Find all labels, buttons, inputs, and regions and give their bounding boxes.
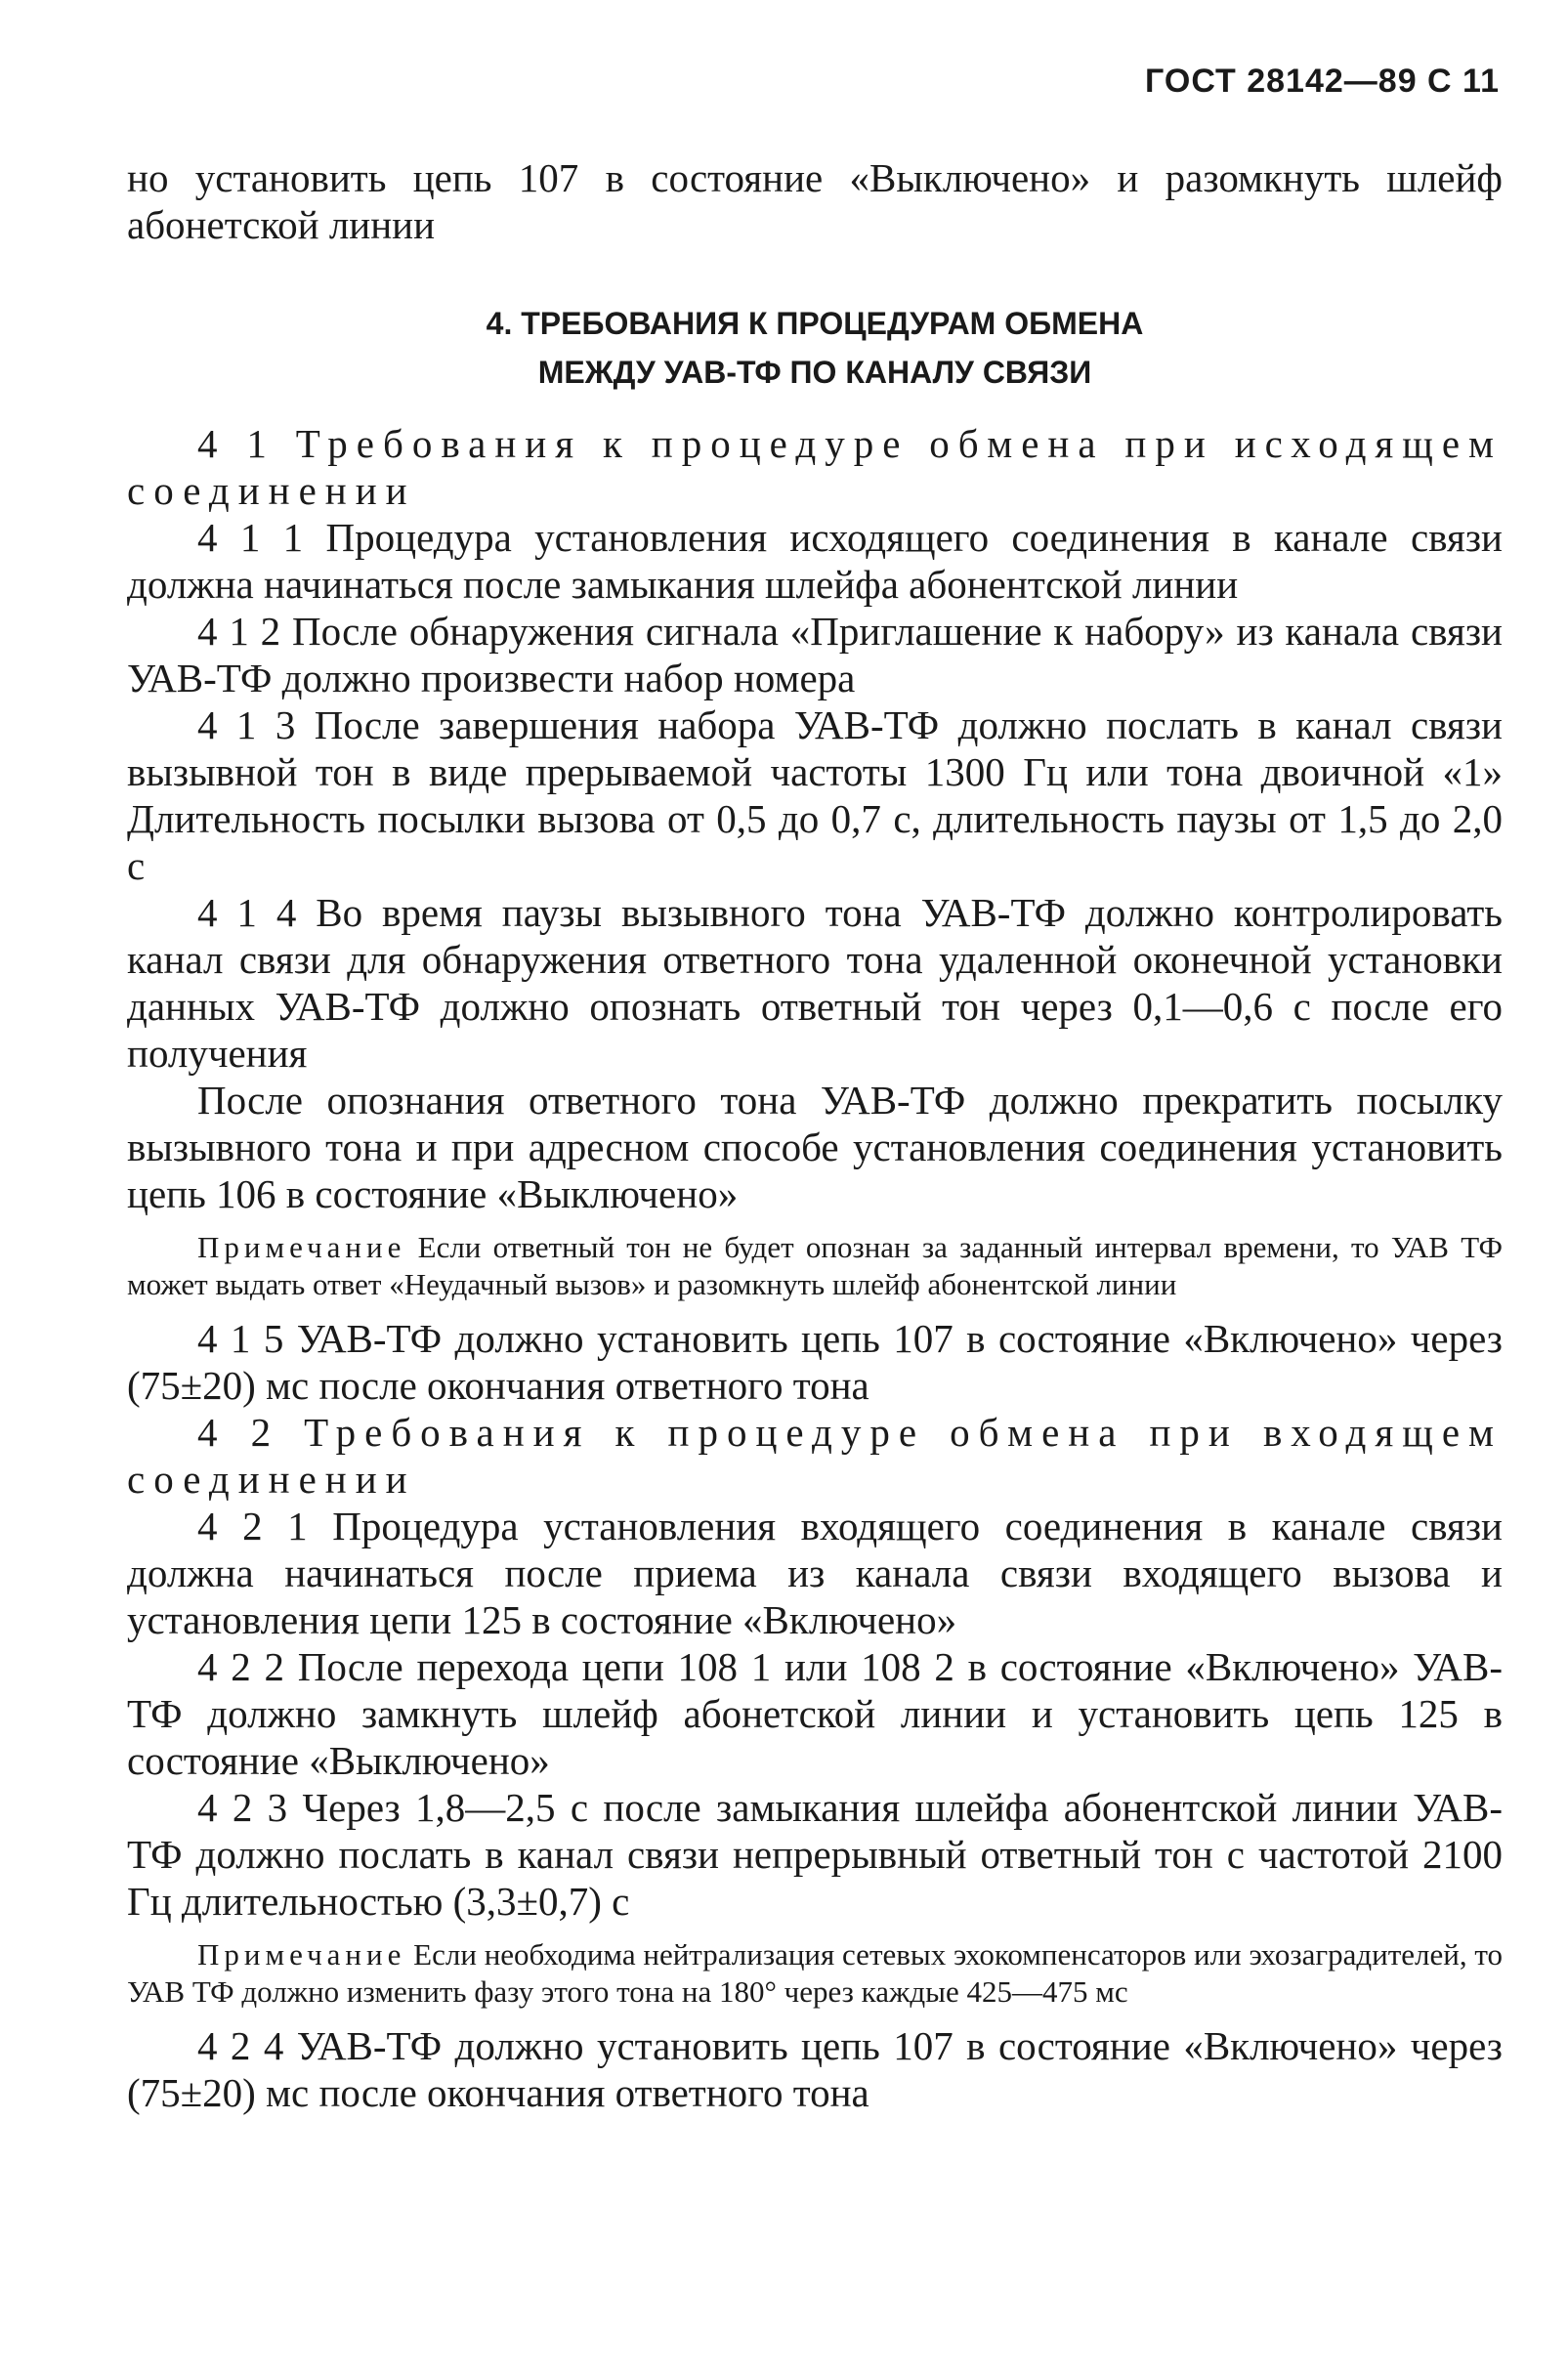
clause-4-1-5: 4 1 5 УАВ-ТФ должно установить цепь 107 в состояние «Включено» через (75±20) мс после окончания ответного тона xyxy=(127,1316,1503,1408)
clause-4-2-1: 4 2 1 Процедура установления входящего соединения в канале связи должна начинаться после приема из канала связи входящего вызова и установления цепи 125 в состояние «Включено» xyxy=(127,1504,1503,1642)
section-title-line-2: МЕЖДУ УАВ-ТФ ПО КАНАЛУ СВЯЗИ xyxy=(537,355,1092,390)
clause-4-2-3: 4 2 3 Через 1,8—2,5 с после замыкания шлейфа абонентской линии УАВ-ТФ должно послать в канал связи непрерывный ответный тон с частотой 2100 Гц длительностью (3,3±0,7) с xyxy=(127,1785,1503,1924)
section-title xyxy=(127,299,1503,397)
clause-4-1-2: 4 1 2 После обнаружения сигнала «Приглашение к набору» из канала связи УАВ-ТФ должно произвести набор номера xyxy=(127,609,1503,700)
clause-4-2: 4 2 Требования к процедуре обмена при входящем соединении xyxy=(127,1410,1503,1502)
note-1 xyxy=(127,1229,1503,1303)
section-title-line-1: 4. ТРЕБОВАНИЯ К ПРОЦЕДУРАМ ОБМЕНА xyxy=(486,306,1144,341)
clause-4-2-4: 4 2 4 УАВ-ТФ должно установить цепь 107 в состояние «Включено» через (75±20) мс после окончания ответного тона xyxy=(127,2023,1503,2115)
note-2 xyxy=(127,1936,1503,2011)
note-1-label: Примечание xyxy=(197,1230,406,1264)
note-1-text: Если ответный тон не будет опознан за заданный интервал времени, то УАВ ТФ может выдать ответ «Неудачный вызов» и разомкнуть шлейф абонентской линии xyxy=(127,1230,1503,1301)
clause-4-1-3: 4 1 3 После завершения набора УАВ-ТФ должно послать в канал связи вызывной тон в виде прерываемой частоты 1300 Гц или тона двоичной «1» Длительность посылки вызова от 0,5 до 0,7 с, длительность паузы от 1,5 до 2,0 с xyxy=(127,702,1503,888)
page-body xyxy=(127,154,1503,2116)
clause-4-1-4: 4 1 4 Во время паузы вызывного тона УАВ-ТФ должно контролировать канал связи для обнаружения ответного тона удаленной оконечной установки данных УАВ-ТФ должно опознать ответный тон через 0,1—0,6 с после его получения xyxy=(127,890,1503,1076)
paragraph-continuation: но установить цепь 107 в состояние «Выключено» и разомкнуть шлейф абонетской линии xyxy=(127,155,1503,247)
clause-4-1: 4 1 Требования к процедуре обмена при исходящем соединении xyxy=(127,421,1503,513)
note-2-label: Примечание xyxy=(197,1937,406,1972)
running-header: ГОСТ 28142—89 С 11 xyxy=(1145,63,1500,100)
clause-4-1-1: 4 1 1 Процедура установления исходящего соединения в канале связи должна начинаться после замыкания шлейфа абонентской линии xyxy=(127,515,1503,607)
note-2-text: Если необходима нейтрализация сетевых эхокомпенсаторов или эхозаградителей, то УАВ ТФ должно изменить фазу этого тона на 180° через каждые 425—475 мс xyxy=(127,1937,1503,2009)
clause-4-1-4-continued: После опознания ответного тона УАВ-ТФ должно прекратить посылку вызывного тона и при адресном способе установления соединения установить цепь 106 в состояние «Выключено» xyxy=(127,1078,1503,1216)
clause-4-2-2: 4 2 2 После перехода цепи 108 1 или 108 2 в состояние «Включено» УАВ-ТФ должно замкнуть шлейф абонетской линии и установить цепь 125 в состояние «Выключено» xyxy=(127,1644,1503,1783)
